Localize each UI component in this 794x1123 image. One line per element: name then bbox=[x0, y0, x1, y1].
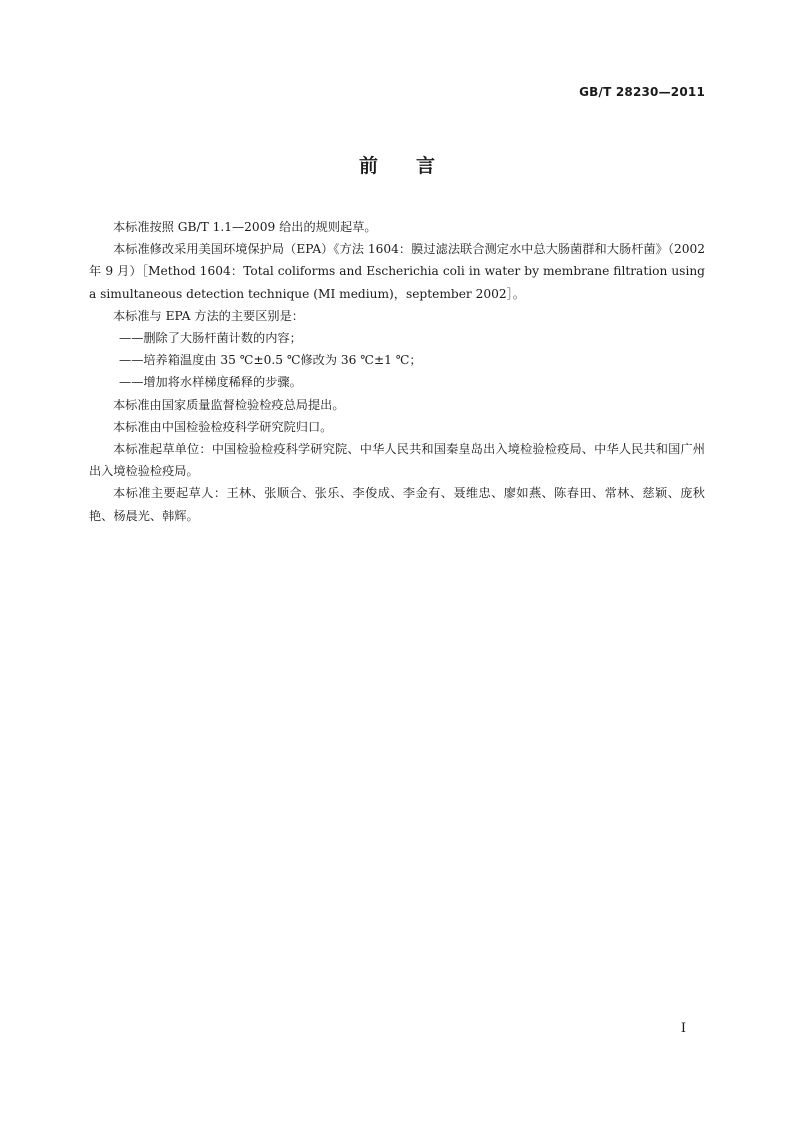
page-number: I bbox=[680, 1021, 686, 1036]
paragraph-under-jurisdiction: 本标准由中国检验检疫科学研究院归口。 bbox=[113, 419, 333, 434]
standard-number: GB/T 28230—2011 bbox=[579, 85, 705, 99]
list-item: ——删除了大肠杆菌计数的内容； bbox=[119, 331, 302, 346]
paragraph-drafting-rules: 本标准按照 GB/T 1.1—2009 给出的规则起草。 bbox=[113, 220, 377, 234]
foreword-body bbox=[89, 216, 705, 527]
list-item: ——增加将水样梯度稀释的步骤。 bbox=[119, 375, 302, 390]
page-title: 前 言 bbox=[358, 155, 435, 177]
paragraph-adoption: 本标准修改采用美国环境保护局（EPA）《方法 1604：膜过滤法联合测定水中总大肠菌群和大肠杆菌》（2002 年 9 月）［Method 1604：Total coliforms and Escherichia coli in water by membrane filtration using a simultaneous detection technique (MI medium)，september 2002］。 bbox=[89, 242, 705, 301]
paragraph-differences-intro: 本标准与 EPA 方法的主要区别是： bbox=[113, 308, 304, 323]
paragraph-proposed-by: 本标准由国家质量监督检验检疫总局提出。 bbox=[113, 397, 345, 412]
list-item: ——培养箱温度由 35 ℃±0.5 ℃修改为 36 ℃±1 ℃； bbox=[119, 353, 422, 368]
paragraph-drafting-units: 本标准起草单位：中国检验检疫科学研究院、中华人民共和国秦皇岛出入境检验检疫局、中华人民共和国广州出入境检验检疫局。 bbox=[89, 442, 705, 479]
paragraph-drafters: 本标准主要起草人：王林、张顺合、张乐、李俊成、李金有、聂维忠、廖如燕、陈春田、常林、慈颖、庞秋艳、杨晨光、韩辉。 bbox=[89, 486, 705, 523]
